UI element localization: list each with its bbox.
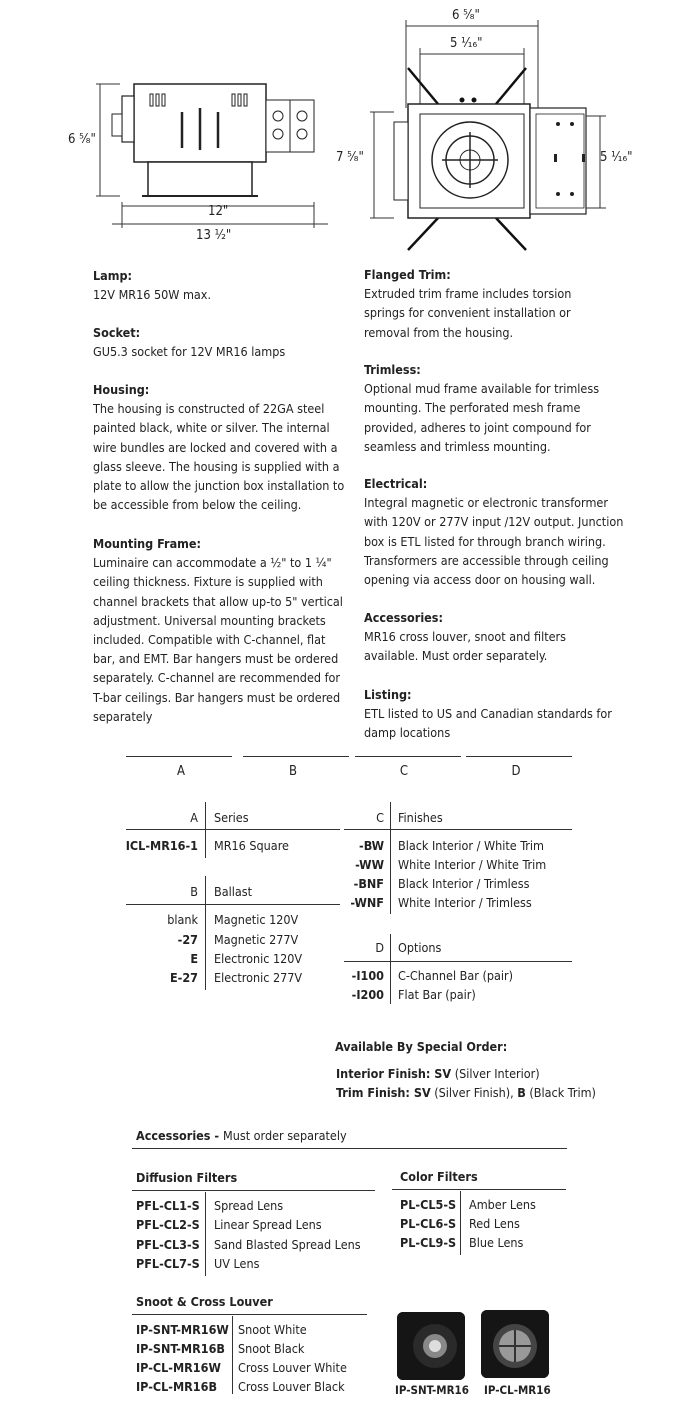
series-title: Series bbox=[214, 810, 249, 825]
finish-code: -WNF bbox=[350, 895, 384, 910]
trim-finish-value: (Silver Finish), bbox=[434, 1085, 518, 1100]
ballast-code: E bbox=[190, 951, 198, 966]
spec-title: Socket: bbox=[93, 325, 141, 340]
diffusion-title: Diffusion Filters bbox=[136, 1170, 238, 1185]
right-side-dimension: 5 ¹⁄₁₆" bbox=[600, 150, 633, 165]
diffusion-code: PFL-CL7-S bbox=[136, 1256, 200, 1271]
finish-code: -WW bbox=[355, 857, 384, 872]
snoot-code: IP-CL-MR16B bbox=[136, 1379, 218, 1394]
spec-title: Housing: bbox=[93, 382, 150, 397]
accessories-title: Accessories - bbox=[136, 1128, 223, 1143]
spec-body: MR16 cross louver, snoot and filters available. Must order separately. bbox=[364, 629, 567, 664]
trim-finish-value-2: (Black Trim) bbox=[529, 1085, 596, 1100]
finish-desc: Black Interior / White Trim bbox=[398, 838, 544, 853]
snoot-photo bbox=[397, 1312, 465, 1380]
diffusion-desc: UV Lens bbox=[214, 1256, 260, 1271]
order-column-line bbox=[126, 756, 232, 757]
table-divider bbox=[232, 1316, 233, 1394]
option-code: -I200 bbox=[351, 987, 384, 1002]
table-divider bbox=[205, 1192, 206, 1276]
table-divider bbox=[126, 829, 340, 830]
special-order-title: Available By Special Order: bbox=[335, 1039, 508, 1054]
interior-finish-value: (Silver Interior) bbox=[454, 1066, 540, 1081]
finishes-letter: C bbox=[376, 810, 384, 825]
snoot-code: IP-SNT-MR16W bbox=[136, 1322, 229, 1337]
snoot-desc: Snoot White bbox=[238, 1322, 307, 1337]
table-divider bbox=[392, 1189, 566, 1190]
finishes-title: Finishes bbox=[398, 810, 443, 825]
finish-desc: Black Interior / Trimless bbox=[398, 876, 530, 891]
spec-lamp bbox=[93, 266, 353, 304]
color-filter-code: PL-CL5-S bbox=[400, 1197, 457, 1212]
ballast-desc: Magnetic 277V bbox=[214, 932, 299, 947]
left-height-dimension: 6 ⁵⁄₈" bbox=[68, 132, 96, 147]
table-divider bbox=[390, 802, 391, 914]
order-column-b: B bbox=[288, 764, 298, 779]
table-divider bbox=[126, 904, 340, 905]
cross-louver-photo bbox=[481, 1310, 549, 1378]
spec-body: Integral magnetic or electronic transformer with 120V or 277V input /12V output. Junction box is ETL listed for through branch wiring. Transformers are accessible through ceiling opening via access door on housing wall. bbox=[364, 495, 624, 588]
right-width-outer-dimension: 6 ⁵⁄₈" bbox=[452, 8, 480, 23]
spec-body: 12V MR16 50W max. bbox=[93, 287, 212, 303]
options-title: Options bbox=[398, 940, 442, 955]
series-desc: MR16 Square bbox=[214, 838, 289, 853]
spec-listing bbox=[364, 685, 626, 743]
spec-title: Listing: bbox=[364, 687, 412, 702]
spec-body: GU5.3 socket for 12V MR16 lamps bbox=[93, 344, 286, 360]
accessories-header bbox=[136, 1128, 347, 1143]
color-filters-title: Color Filters bbox=[400, 1169, 478, 1184]
left-length-outer-dimension: 13 ¹⁄₂" bbox=[196, 228, 232, 243]
snoot-title: Snoot & Cross Louver bbox=[136, 1294, 273, 1309]
color-filter-code: PL-CL9-S bbox=[400, 1235, 457, 1250]
left-length-inner-dimension: 12" bbox=[208, 204, 229, 219]
spec-title: Mounting Frame: bbox=[93, 536, 202, 551]
right-width-inner-dimension: 5 ¹⁄₁₆" bbox=[450, 36, 483, 51]
ballast-code: blank bbox=[167, 912, 198, 927]
right-height-dimension: 7 ⁵⁄₈" bbox=[336, 150, 364, 165]
spec-electrical bbox=[364, 474, 626, 589]
order-column-c: C bbox=[399, 764, 409, 779]
spec-flanged-trim bbox=[364, 265, 614, 342]
finish-code: -BW bbox=[359, 838, 384, 853]
spec-body: ETL listed to US and Canadian standards for damp locations bbox=[364, 706, 612, 741]
trim-finish-label: Trim Finish: SV bbox=[336, 1085, 431, 1100]
table-divider bbox=[132, 1190, 375, 1191]
spec-socket bbox=[93, 323, 353, 361]
spec-title: Electrical: bbox=[364, 476, 428, 491]
spec-body: The housing is constructed of 22GA steel painted black, white or silver. The internal wire bundles are locked and covered with a glass sleeve. The housing is supplied with a plate to allow the junction box installation to be accessible from below the ceiling. bbox=[93, 401, 345, 513]
series-code: ICL-MR16-1 bbox=[125, 838, 198, 853]
snoot-desc: Cross Louver Black bbox=[238, 1379, 345, 1394]
cross-louver-photo-caption: IP-CL-MR16 bbox=[484, 1383, 551, 1397]
ballast-code: E-27 bbox=[169, 970, 198, 985]
color-filter-desc: Red Lens bbox=[469, 1216, 520, 1231]
spec-title: Accessories: bbox=[364, 610, 444, 625]
ballast-code: -27 bbox=[177, 932, 198, 947]
special-order-interior bbox=[336, 1066, 540, 1081]
diffusion-code: PFL-CL3-S bbox=[136, 1237, 200, 1252]
table-divider bbox=[344, 829, 572, 830]
color-filter-desc: Blue Lens bbox=[469, 1235, 524, 1250]
diffusion-code: PFL-CL2-S bbox=[136, 1217, 200, 1232]
top-view-drawing bbox=[360, 14, 650, 259]
option-desc: C-Channel Bar (pair) bbox=[398, 968, 514, 983]
spec-accessories bbox=[364, 608, 614, 666]
ballast-title: Ballast bbox=[214, 884, 253, 899]
finish-desc: White Interior / Trimless bbox=[398, 895, 532, 910]
diffusion-desc: Spread Lens bbox=[214, 1198, 284, 1213]
diffusion-code: PFL-CL1-S bbox=[136, 1198, 200, 1213]
side-view-drawing bbox=[60, 70, 340, 250]
option-code: -I100 bbox=[351, 968, 384, 983]
table-divider bbox=[460, 1191, 461, 1255]
ballast-desc: Electronic 120V bbox=[214, 951, 303, 966]
accessories-subtitle: Must order separately bbox=[223, 1128, 347, 1143]
interior-finish-label: Interior Finish: SV bbox=[336, 1066, 452, 1081]
order-column-line bbox=[466, 756, 572, 757]
color-filter-code: PL-CL6-S bbox=[400, 1216, 457, 1231]
spec-body: Luminaire can accommodate a ½" to 1 ¼" ceiling thickness. Fixture is supplied with channel brackets that allow up-to 5" vertical adjustment. Universal mounting brackets included. Compatible with C-channel, flat bar, and EMT. Bar hangers must be ordered separately. C-channel are recommended for T-bar ceilings. Bar hangers must be ordered separately bbox=[93, 555, 343, 724]
option-desc: Flat Bar (pair) bbox=[398, 987, 476, 1002]
special-order-trim bbox=[336, 1085, 596, 1100]
diffusion-desc: Sand Blasted Spread Lens bbox=[214, 1237, 361, 1252]
snoot-photo-caption: IP-SNT-MR16 bbox=[395, 1383, 469, 1397]
spec-body: Extruded trim frame includes torsion springs for convenient installation or removal from the housing. bbox=[364, 286, 572, 340]
spec-mounting-frame bbox=[93, 534, 351, 726]
snoot-code: IP-SNT-MR16B bbox=[136, 1341, 225, 1356]
spec-title: Lamp: bbox=[93, 268, 133, 283]
color-filter-desc: Amber Lens bbox=[469, 1197, 536, 1212]
series-letter: A bbox=[190, 810, 198, 825]
spec-trimless bbox=[364, 360, 616, 456]
snoot-desc: Snoot Black bbox=[238, 1341, 305, 1356]
spec-housing bbox=[93, 380, 348, 514]
options-letter: D bbox=[375, 940, 384, 955]
spec-title: Flanged Trim: bbox=[364, 267, 451, 282]
finish-code: -BNF bbox=[353, 876, 384, 891]
table-divider bbox=[205, 876, 206, 990]
spec-body: Optional mud frame available for trimless mounting. The perforated mesh frame provided, adheres to joint compound for seamless and trimless mounting. bbox=[364, 381, 600, 454]
order-column-a: A bbox=[177, 764, 185, 779]
ballast-letter: B bbox=[190, 884, 198, 899]
snoot-code: IP-CL-MR16W bbox=[136, 1360, 221, 1375]
spec-title: Trimless: bbox=[364, 362, 421, 377]
order-column-d: D bbox=[511, 764, 521, 779]
table-divider bbox=[390, 934, 391, 1004]
table-divider bbox=[132, 1314, 367, 1315]
finish-desc: White Interior / White Trim bbox=[398, 857, 547, 872]
ballast-desc: Electronic 277V bbox=[214, 970, 303, 985]
trim-finish-b: B bbox=[517, 1085, 526, 1100]
diffusion-desc: Linear Spread Lens bbox=[214, 1217, 322, 1232]
accessories-divider bbox=[132, 1148, 567, 1149]
table-divider bbox=[344, 961, 572, 962]
snoot-desc: Cross Louver White bbox=[238, 1360, 347, 1375]
order-column-line bbox=[243, 756, 349, 757]
order-column-line bbox=[355, 756, 461, 757]
ballast-desc: Magnetic 120V bbox=[214, 912, 299, 927]
table-divider bbox=[205, 802, 206, 858]
